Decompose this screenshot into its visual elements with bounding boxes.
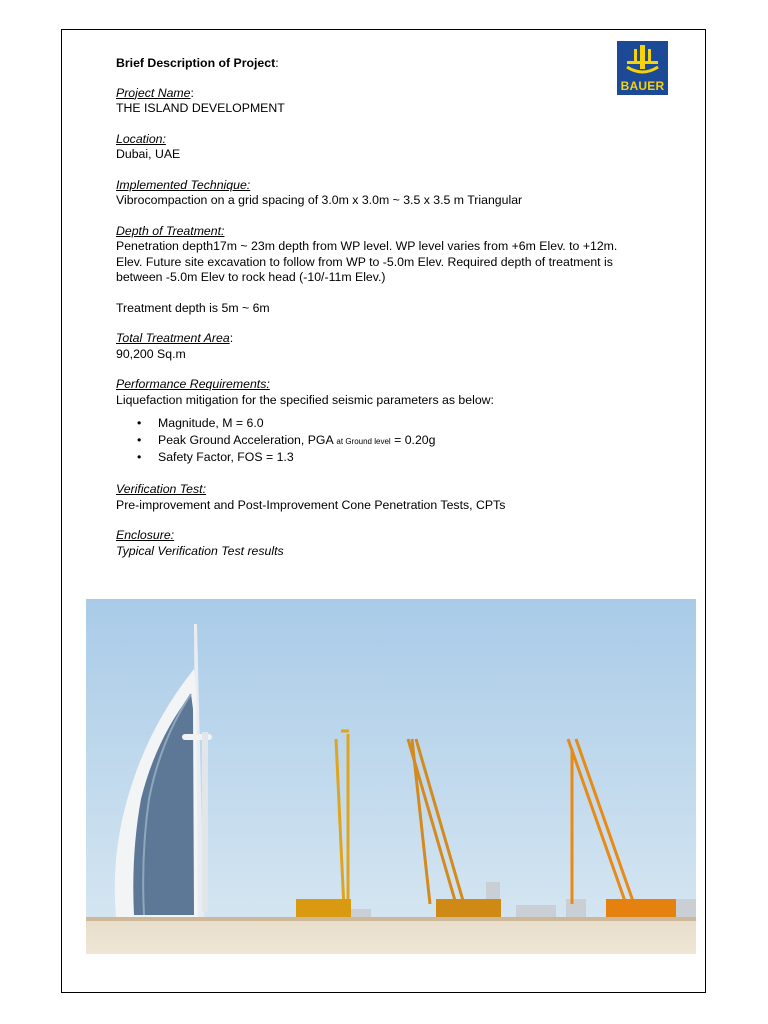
project-name-section: Project Name: THE ISLAND DEVELOPMENT bbox=[116, 86, 676, 117]
enclosure-section bbox=[116, 528, 676, 559]
page-heading: Brief Description of Project: bbox=[116, 56, 279, 70]
verification-value: Pre-improvement and Post-Improvement Cone Penetration Tests, CPTs bbox=[116, 497, 506, 512]
area-section: Total Treatment Area: 90,200 Sq.m bbox=[116, 331, 676, 362]
verification-label: Verification Test: bbox=[116, 482, 206, 496]
verification-section bbox=[116, 482, 676, 513]
technique-label: Implemented Technique: bbox=[116, 177, 251, 192]
depth-section bbox=[116, 224, 676, 286]
project-name-value: THE ISLAND DEVELOPMENT bbox=[116, 101, 285, 115]
area-label: Total Treatment Area bbox=[116, 331, 230, 345]
depth-line-2: Elev. Future site excavation to follow from WP to -5.0m Elev. Required depth of treatment is bbox=[116, 254, 613, 269]
location-value: Dubai, UAE bbox=[116, 147, 181, 161]
depth-note: Treatment depth is 5m ~ 6m bbox=[116, 300, 270, 315]
performance-intro: Liquefaction mitigation for the specified seismic parameters as below: bbox=[116, 392, 494, 407]
list-item: • Safety Factor, FOS = 1.3 bbox=[116, 450, 676, 467]
technique-value: Vibrocompaction on a grid spacing of 3.0m x 3.0m ~ 3.5 x 3.5 m Triangular bbox=[116, 193, 523, 207]
depth-line-1: Penetration depth17m ~ 23m depth from WP level. WP level varies from +6m Elev. to +12m. bbox=[116, 239, 618, 253]
depth-line-3: between -5.0m Elev to rock head (-10/-11m Elev.) bbox=[116, 270, 386, 284]
performance-list bbox=[116, 416, 676, 467]
list-item: • Magnitude, M = 6.0 bbox=[116, 416, 676, 433]
project-description bbox=[116, 56, 676, 574]
depth-note-section bbox=[116, 301, 676, 317]
technique-section bbox=[116, 178, 676, 209]
site-photo bbox=[86, 599, 696, 954]
location-label: Location: bbox=[116, 131, 166, 146]
location-section bbox=[116, 132, 676, 163]
project-name-label: Project Name bbox=[116, 85, 191, 100]
enclosure-label: Enclosure: bbox=[116, 528, 175, 542]
list-item: • Peak Ground Acceleration, PGA at Ground level = 0.20g bbox=[116, 433, 676, 450]
depth-label: Depth of Treatment: bbox=[116, 223, 225, 238]
enclosure-value: Typical Verification Test results bbox=[116, 543, 284, 558]
area-value: 90,200 Sq.m bbox=[116, 346, 186, 361]
bauer-logo-text: BAUER bbox=[620, 79, 665, 93]
performance-label: Performance Requirements: bbox=[116, 377, 270, 391]
performance-section bbox=[116, 377, 676, 467]
